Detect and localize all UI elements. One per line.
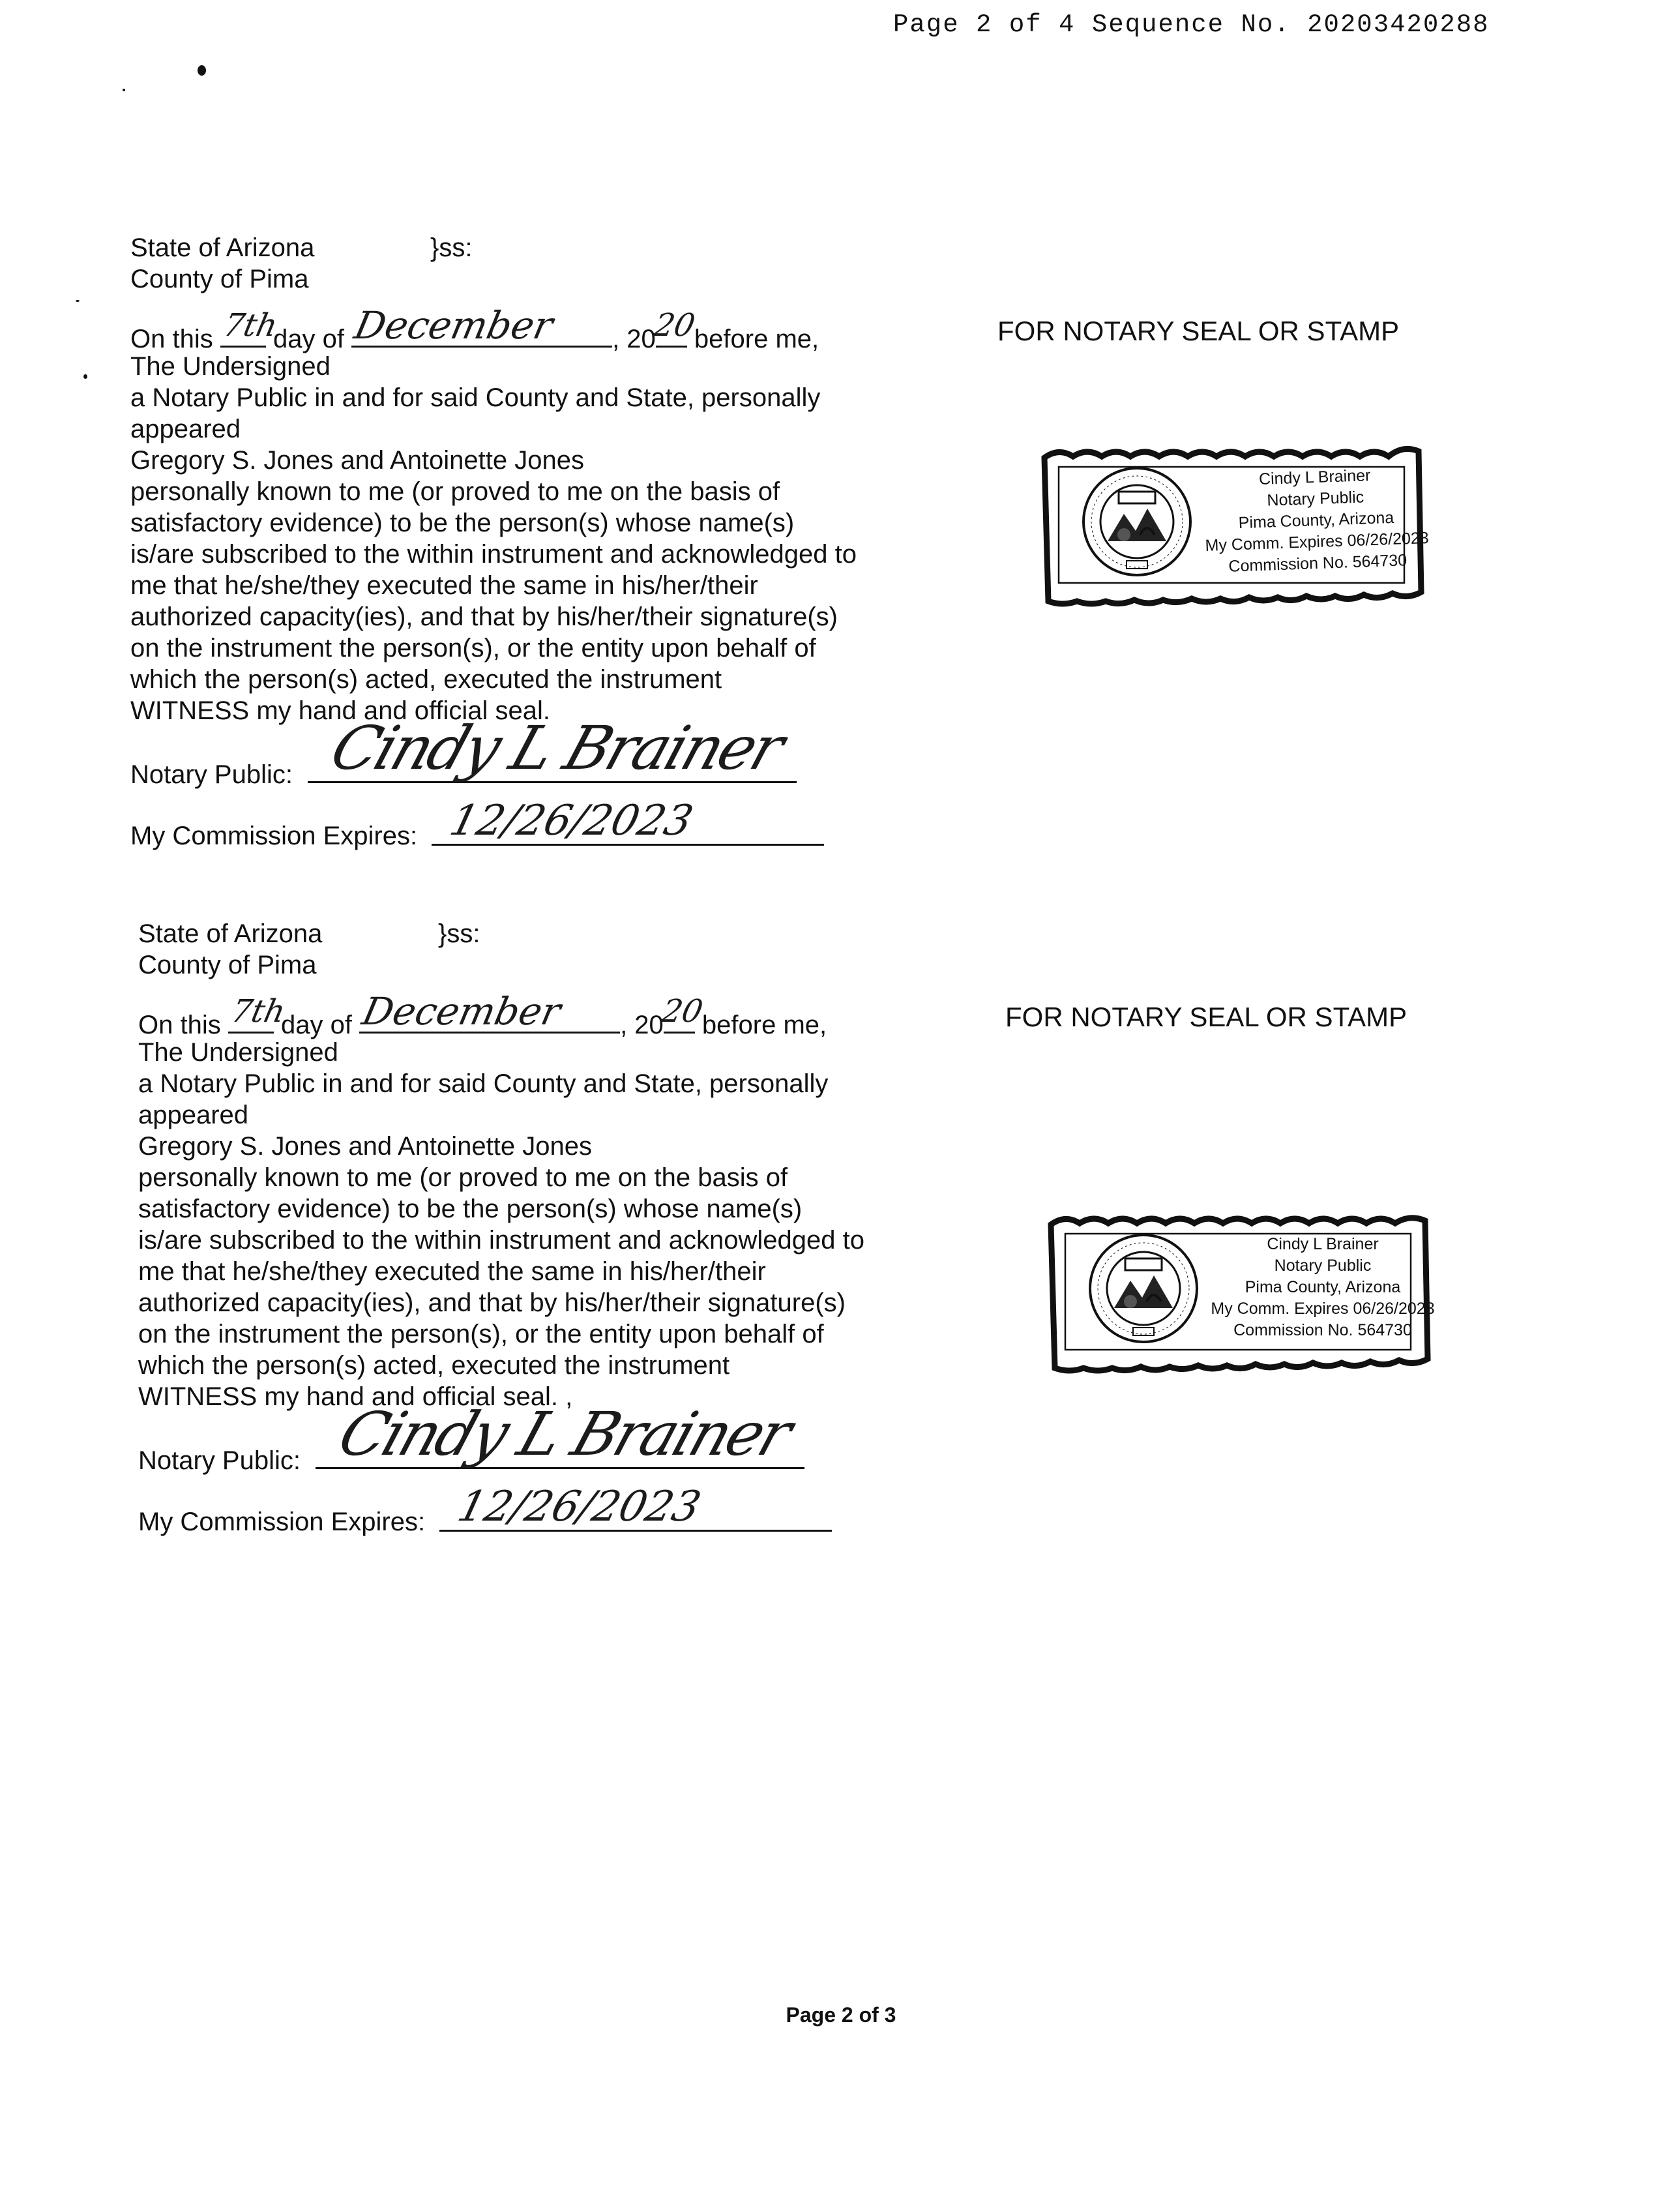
commission-expires-handwritten: 12/26/2023 (452, 1483, 706, 1531)
state-seal-emblem (1085, 1230, 1202, 1347)
stamp-commission: Commission No. 564730 (1228, 551, 1407, 576)
year-prefix: , 20 (612, 325, 656, 353)
year-blank (658, 993, 706, 1034)
date-line (130, 303, 819, 355)
day-handwritten: 7th (220, 307, 281, 344)
scan-speck (123, 89, 125, 91)
body-line: satisfactory evidence) to be the person(s) whose name(s) (138, 1195, 803, 1223)
body-line: which the person(s) acted, executed the instrument (130, 665, 722, 694)
ss-label: }ss: (430, 233, 473, 262)
commission-expires-label: My Commission Expires: (130, 822, 418, 850)
notary-intro-line: a Notary Public in and for said County and State, personally (130, 383, 821, 412)
body-line: is/are subscribed to the within instrument and acknowledged to (138, 1226, 864, 1255)
year-handwritten: 20 (658, 993, 706, 1030)
county-label: County of Pima (138, 951, 317, 979)
commission-expires-label: My Commission Expires: (138, 1508, 426, 1536)
undersigned-label: The Undersigned (130, 352, 331, 381)
date-line (138, 989, 827, 1041)
body-line: authorized capacity(ies), and that by his/her/their signature(s) (130, 603, 838, 631)
month-handwritten: December (358, 989, 565, 1034)
body-line: me that he/she/they executed the same in his/her/their (130, 571, 758, 600)
body-line: on the instrument the person(s), or the entity upon behalf of (138, 1320, 824, 1348)
day-blank (228, 993, 289, 1034)
body-line: which the person(s) acted, executed the instrument (138, 1351, 730, 1380)
page-footer: Page 2 of 3 (786, 2003, 896, 2027)
undersigned-label: The Undersigned (138, 1038, 338, 1067)
appearing-names: Gregory S. Jones and Antoinette Jones (138, 1132, 592, 1161)
stamp-commission: Commission No. 564730 (1233, 1321, 1412, 1339)
commission-expires-line (439, 1483, 832, 1532)
notary-seal-label: FOR NOTARY SEAL OR STAMP (997, 316, 1400, 346)
stamp-county: Pima County, Arizona (1245, 1278, 1401, 1296)
state-seal-emblem (1078, 463, 1196, 580)
stamp-text (1194, 463, 1439, 579)
year-blank (650, 307, 698, 348)
state-label: State of Arizona (138, 919, 323, 948)
body-line: on the instrument the person(s), or the entity upon behalf of (130, 634, 816, 662)
month-blank (350, 303, 612, 348)
stamp-title: Notary Public (1267, 488, 1364, 510)
witness-line: WITNESS my hand and official seal. , (138, 1382, 573, 1411)
before-me-label: before me, (701, 1011, 827, 1039)
scan-speck (198, 65, 206, 76)
stamp-expires: My Comm. Expires 06/26/2023 (1211, 1300, 1435, 1318)
day-handwritten: 7th (228, 993, 289, 1030)
commission-expires-line (432, 797, 824, 846)
stamp-name: Cindy L Brainer (1267, 1235, 1379, 1253)
stamp-name: Cindy L Brainer (1258, 466, 1371, 489)
county-label: County of Pima (130, 265, 309, 293)
scan-speck (83, 374, 87, 379)
notary-public-label: Notary Public: (138, 1446, 301, 1475)
stamp-title: Notary Public (1274, 1257, 1372, 1275)
on-this-label: On this (130, 325, 213, 353)
before-me-label: before me, (694, 325, 819, 353)
notary-signature: Cindy L Brainer (322, 713, 791, 783)
body-line: personally known to me (or proved to me on the basis of (138, 1163, 788, 1192)
month-blank (358, 989, 620, 1034)
page-header: Page 2 of 4 Sequence No. 20203420288 (893, 10, 1490, 39)
notary-public-label: Notary Public: (130, 760, 293, 789)
ss-label: }ss: (438, 919, 480, 948)
appeared-label: appeared (130, 415, 241, 443)
notary-seal-label: FOR NOTARY SEAL OR STAMP (1005, 1002, 1407, 1032)
year-handwritten: 20 (650, 307, 698, 344)
stamp-text (1202, 1234, 1443, 1341)
day-of-label: day of (273, 325, 344, 353)
stamp-expires: My Comm. Expires 06/26/2023 (1205, 529, 1430, 555)
year-prefix: , 20 (620, 1011, 664, 1039)
day-blank (220, 307, 281, 348)
body-line: authorized capacity(ies), and that by his/her/their signature(s) (138, 1288, 846, 1317)
scan-speck (76, 300, 80, 302)
notary-stamp (1033, 438, 1430, 608)
state-label: State of Arizona (130, 233, 315, 262)
appearing-names: Gregory S. Jones and Antoinette Jones (130, 446, 584, 475)
body-line: is/are subscribed to the within instrument and acknowledged to (130, 540, 857, 569)
stamp-county: Pima County, Arizona (1238, 508, 1394, 533)
on-this-label: On this (138, 1011, 221, 1039)
notary-intro-line: a Notary Public in and for said County and State, personally (138, 1069, 829, 1098)
notary-signature-line (308, 713, 797, 783)
commission-expires-handwritten: 12/26/2023 (445, 797, 698, 845)
month-handwritten: December (350, 303, 557, 348)
appeared-label: appeared (138, 1101, 249, 1129)
witness-line: WITNESS my hand and official seal. (130, 696, 550, 725)
body-line: satisfactory evidence) to be the person(s) whose name(s) (130, 509, 795, 537)
notary-stamp (1039, 1205, 1437, 1375)
day-of-label: day of (280, 1011, 352, 1039)
notary-signature: Cindy L Brainer (330, 1399, 799, 1469)
notary-signature-line (316, 1399, 804, 1469)
body-line: personally known to me (or proved to me on the basis of (130, 477, 780, 506)
body-line: me that he/she/they executed the same in his/her/their (138, 1257, 766, 1286)
